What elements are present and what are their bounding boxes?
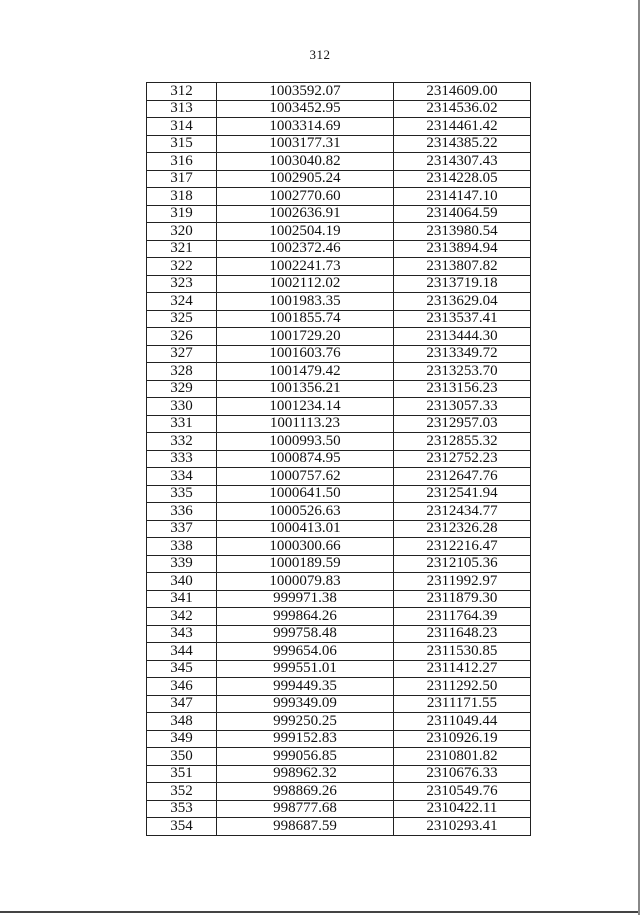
y-coordinate-cell: 2313807.82 xyxy=(394,258,531,276)
x-coordinate-cell: 999864.26 xyxy=(217,608,394,626)
table-row xyxy=(147,258,531,276)
point-number-cell: 332 xyxy=(147,433,217,451)
point-number-cell: 347 xyxy=(147,695,217,713)
x-coordinate-cell: 998869.26 xyxy=(217,783,394,801)
y-coordinate-cell: 2313629.04 xyxy=(394,293,531,311)
table-row xyxy=(147,380,531,398)
y-coordinate-cell: 2310549.76 xyxy=(394,783,531,801)
x-coordinate-cell: 998962.32 xyxy=(217,765,394,783)
y-coordinate-cell: 2314147.10 xyxy=(394,188,531,206)
table-row xyxy=(147,608,531,626)
point-number-cell: 321 xyxy=(147,240,217,258)
point-number-cell: 342 xyxy=(147,608,217,626)
y-coordinate-cell: 2314536.02 xyxy=(394,100,531,118)
y-coordinate-cell: 2311292.50 xyxy=(394,678,531,696)
table-row xyxy=(147,573,531,591)
point-number-cell: 325 xyxy=(147,310,217,328)
x-coordinate-cell: 999654.06 xyxy=(217,643,394,661)
table-row xyxy=(147,450,531,468)
y-coordinate-cell: 2312541.94 xyxy=(394,485,531,503)
y-coordinate-cell: 2313894.94 xyxy=(394,240,531,258)
coordinates-table xyxy=(146,82,531,836)
x-coordinate-cell: 1001603.76 xyxy=(217,345,394,363)
y-coordinate-cell: 2313719.18 xyxy=(394,275,531,293)
y-coordinate-cell: 2311879.30 xyxy=(394,590,531,608)
x-coordinate-cell: 999250.25 xyxy=(217,713,394,731)
y-coordinate-cell: 2314064.59 xyxy=(394,205,531,223)
y-coordinate-cell: 2310926.19 xyxy=(394,730,531,748)
x-coordinate-cell: 1001729.20 xyxy=(217,328,394,346)
point-number-cell: 340 xyxy=(147,573,217,591)
point-number-cell: 320 xyxy=(147,223,217,241)
table-row xyxy=(147,275,531,293)
x-coordinate-cell: 1000189.59 xyxy=(217,555,394,573)
coordinates-table-body xyxy=(147,83,531,836)
table-row xyxy=(147,468,531,486)
x-coordinate-cell: 1002112.02 xyxy=(217,275,394,293)
point-number-cell: 350 xyxy=(147,748,217,766)
y-coordinate-cell: 2311764.39 xyxy=(394,608,531,626)
point-number-cell: 327 xyxy=(147,345,217,363)
table-row xyxy=(147,328,531,346)
x-coordinate-cell: 1002241.73 xyxy=(217,258,394,276)
table-row xyxy=(147,100,531,118)
point-number-cell: 329 xyxy=(147,380,217,398)
x-coordinate-cell: 1001983.35 xyxy=(217,293,394,311)
point-number-cell: 323 xyxy=(147,275,217,293)
table-row xyxy=(147,748,531,766)
table-row xyxy=(147,678,531,696)
x-coordinate-cell: 999152.83 xyxy=(217,730,394,748)
table-row xyxy=(147,433,531,451)
point-number-cell: 317 xyxy=(147,170,217,188)
table-row xyxy=(147,485,531,503)
y-coordinate-cell: 2311171.55 xyxy=(394,695,531,713)
y-coordinate-cell: 2312105.36 xyxy=(394,555,531,573)
x-coordinate-cell: 1003177.31 xyxy=(217,135,394,153)
y-coordinate-cell: 2314228.05 xyxy=(394,170,531,188)
table-row xyxy=(147,188,531,206)
y-coordinate-cell: 2313253.70 xyxy=(394,363,531,381)
y-coordinate-cell: 2314609.00 xyxy=(394,83,531,101)
point-number-cell: 339 xyxy=(147,555,217,573)
point-number-cell: 319 xyxy=(147,205,217,223)
table-row xyxy=(147,783,531,801)
table-row xyxy=(147,643,531,661)
x-coordinate-cell: 999971.38 xyxy=(217,590,394,608)
point-number-cell: 341 xyxy=(147,590,217,608)
point-number-cell: 352 xyxy=(147,783,217,801)
table-row xyxy=(147,538,531,556)
y-coordinate-cell: 2311049.44 xyxy=(394,713,531,731)
y-coordinate-cell: 2313156.23 xyxy=(394,380,531,398)
y-coordinate-cell: 2314385.22 xyxy=(394,135,531,153)
y-coordinate-cell: 2313980.54 xyxy=(394,223,531,241)
x-coordinate-cell: 1001356.21 xyxy=(217,380,394,398)
point-number-cell: 334 xyxy=(147,468,217,486)
y-coordinate-cell: 2312855.32 xyxy=(394,433,531,451)
y-coordinate-cell: 2312216.47 xyxy=(394,538,531,556)
page-number: 312 xyxy=(309,47,331,62)
point-number-cell: 322 xyxy=(147,258,217,276)
y-coordinate-cell: 2310801.82 xyxy=(394,748,531,766)
x-coordinate-cell: 1003314.69 xyxy=(217,118,394,136)
point-number-cell: 315 xyxy=(147,135,217,153)
table-row xyxy=(147,118,531,136)
table-row xyxy=(147,555,531,573)
y-coordinate-cell: 2314307.43 xyxy=(394,153,531,171)
table-row xyxy=(147,293,531,311)
point-number-cell: 324 xyxy=(147,293,217,311)
x-coordinate-cell: 1002372.46 xyxy=(217,240,394,258)
point-number-cell: 354 xyxy=(147,818,217,836)
point-number-cell: 345 xyxy=(147,660,217,678)
y-coordinate-cell: 2311992.97 xyxy=(394,573,531,591)
table-row xyxy=(147,800,531,818)
y-coordinate-cell: 2311648.23 xyxy=(394,625,531,643)
point-number-cell: 353 xyxy=(147,800,217,818)
table-row xyxy=(147,625,531,643)
point-number-cell: 318 xyxy=(147,188,217,206)
table-row xyxy=(147,83,531,101)
table-row xyxy=(147,660,531,678)
x-coordinate-cell: 1003592.07 xyxy=(217,83,394,101)
table-row xyxy=(147,310,531,328)
x-coordinate-cell: 999551.01 xyxy=(217,660,394,678)
point-number-cell: 333 xyxy=(147,450,217,468)
point-number-cell: 337 xyxy=(147,520,217,538)
point-number-cell: 312 xyxy=(147,83,217,101)
x-coordinate-cell: 1000757.62 xyxy=(217,468,394,486)
point-number-cell: 313 xyxy=(147,100,217,118)
table-row xyxy=(147,695,531,713)
point-number-cell: 348 xyxy=(147,713,217,731)
x-coordinate-cell: 1000993.50 xyxy=(217,433,394,451)
y-coordinate-cell: 2313537.41 xyxy=(394,310,531,328)
table-row xyxy=(147,590,531,608)
table-row xyxy=(147,415,531,433)
x-coordinate-cell: 1000079.83 xyxy=(217,573,394,591)
point-number-cell: 330 xyxy=(147,398,217,416)
x-coordinate-cell: 1002636.91 xyxy=(217,205,394,223)
y-coordinate-cell: 2311412.27 xyxy=(394,660,531,678)
y-coordinate-cell: 2313349.72 xyxy=(394,345,531,363)
point-number-cell: 316 xyxy=(147,153,217,171)
y-coordinate-cell: 2312326.28 xyxy=(394,520,531,538)
point-number-cell: 314 xyxy=(147,118,217,136)
y-coordinate-cell: 2311530.85 xyxy=(394,643,531,661)
y-coordinate-cell: 2310422.11 xyxy=(394,800,531,818)
table-row xyxy=(147,713,531,731)
point-number-cell: 344 xyxy=(147,643,217,661)
point-number-cell: 336 xyxy=(147,503,217,521)
x-coordinate-cell: 1001855.74 xyxy=(217,310,394,328)
point-number-cell: 335 xyxy=(147,485,217,503)
x-coordinate-cell: 1002504.19 xyxy=(217,223,394,241)
x-coordinate-cell: 999758.48 xyxy=(217,625,394,643)
table-row xyxy=(147,170,531,188)
table-row xyxy=(147,345,531,363)
table-row xyxy=(147,765,531,783)
x-coordinate-cell: 1000300.66 xyxy=(217,538,394,556)
y-coordinate-cell: 2314461.42 xyxy=(394,118,531,136)
scan-edge-bottom xyxy=(0,911,640,913)
table-row xyxy=(147,363,531,381)
point-number-cell: 346 xyxy=(147,678,217,696)
y-coordinate-cell: 2312957.03 xyxy=(394,415,531,433)
point-number-cell: 331 xyxy=(147,415,217,433)
table-row xyxy=(147,818,531,836)
x-coordinate-cell: 1001234.14 xyxy=(217,398,394,416)
table-row xyxy=(147,240,531,258)
x-coordinate-cell: 1001113.23 xyxy=(217,415,394,433)
y-coordinate-cell: 2312752.23 xyxy=(394,450,531,468)
x-coordinate-cell: 1002905.24 xyxy=(217,170,394,188)
x-coordinate-cell: 998777.68 xyxy=(217,800,394,818)
point-number-cell: 338 xyxy=(147,538,217,556)
x-coordinate-cell: 1002770.60 xyxy=(217,188,394,206)
table-row xyxy=(147,135,531,153)
x-coordinate-cell: 999449.35 xyxy=(217,678,394,696)
y-coordinate-cell: 2312434.77 xyxy=(394,503,531,521)
x-coordinate-cell: 1000641.50 xyxy=(217,485,394,503)
table-row xyxy=(147,223,531,241)
x-coordinate-cell: 998687.59 xyxy=(217,818,394,836)
table-row xyxy=(147,503,531,521)
point-number-cell: 326 xyxy=(147,328,217,346)
x-coordinate-cell: 1000413.01 xyxy=(217,520,394,538)
y-coordinate-cell: 2313444.30 xyxy=(394,328,531,346)
x-coordinate-cell: 1003040.82 xyxy=(217,153,394,171)
y-coordinate-cell: 2313057.33 xyxy=(394,398,531,416)
y-coordinate-cell: 2310676.33 xyxy=(394,765,531,783)
table-row xyxy=(147,520,531,538)
point-number-cell: 349 xyxy=(147,730,217,748)
table-row xyxy=(147,153,531,171)
x-coordinate-cell: 1003452.95 xyxy=(217,100,394,118)
table-row xyxy=(147,398,531,416)
table-row xyxy=(147,205,531,223)
point-number-cell: 343 xyxy=(147,625,217,643)
x-coordinate-cell: 1000874.95 xyxy=(217,450,394,468)
x-coordinate-cell: 1000526.63 xyxy=(217,503,394,521)
point-number-cell: 328 xyxy=(147,363,217,381)
x-coordinate-cell: 1001479.42 xyxy=(217,363,394,381)
x-coordinate-cell: 999056.85 xyxy=(217,748,394,766)
y-coordinate-cell: 2310293.41 xyxy=(394,818,531,836)
y-coordinate-cell: 2312647.76 xyxy=(394,468,531,486)
point-number-cell: 351 xyxy=(147,765,217,783)
table-row xyxy=(147,730,531,748)
x-coordinate-cell: 999349.09 xyxy=(217,695,394,713)
